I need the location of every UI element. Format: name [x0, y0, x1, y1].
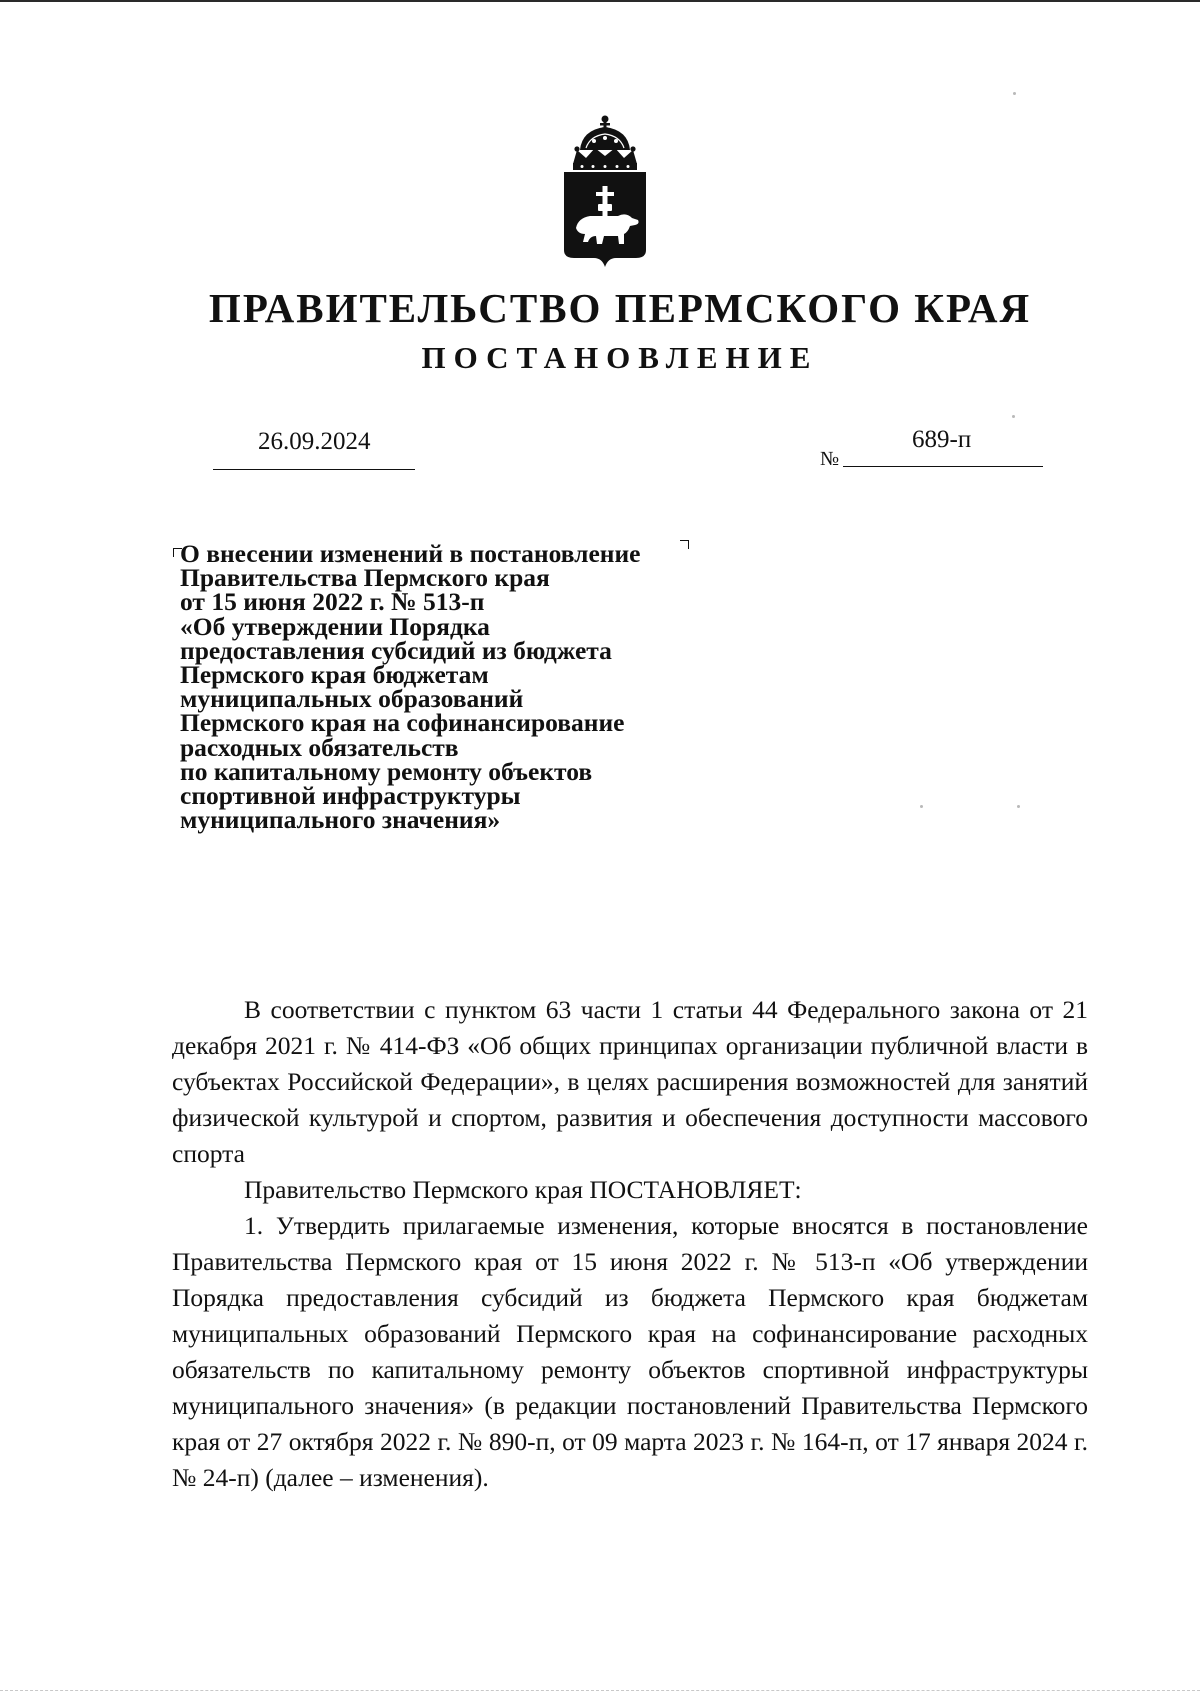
- subject-line: по капитальному ремонту объектов: [180, 756, 593, 786]
- body-paragraph-item-1: 1. Утвердить прилагаемые изменения, которые вносятся в постановление Правительства Пермского края от 15 июня 2022 г. № 513-п «Об утверждении Порядка предоставления субсидий из бюджета Пермского края бюджетам муниципальных образований Пермского края на софинансирование расходных обязательств по капитальному ремонту объектов спортивной инфраструктуры муниципального значения» (в редакции постановлений Правительства Пермского края от 27 октября 2022 г. № 890-п, от 09 марта 2023 г. № 164-п, от 17 января 2024 г. № 24-п) (далее – изменения).: [172, 1211, 1088, 1492]
- body-paragraph-resolves: Правительство Пермского края ПОСТАНОВЛЯЕТ:: [244, 1175, 802, 1204]
- organization-title: ПРАВИТЕЛЬСТВО ПЕРМСКОГО КРАЯ: [208, 285, 1032, 331]
- date-underline: [213, 469, 415, 470]
- document-body: [172, 992, 1088, 1496]
- scan-speck: [920, 805, 923, 808]
- subject-line: спортивной инфраструктуры: [180, 781, 521, 811]
- subject-line: предоставления субсидий из бюджета: [180, 635, 612, 665]
- subject-line: «Об утверждении Порядка: [180, 611, 490, 641]
- body-paragraph-preamble: В соответствии с пунктом 63 части 1 статьи 44 Федерального закона от 21 декабря 2021 г. № 414-ФЗ «Об общих принципах организации публичной власти в субъектах Российской Федерации», в целях расширения возможностей для занятий физической культурой и спортом, развития и обеспечения доступности массового спорта: [172, 995, 1088, 1168]
- scan-speck: [1012, 415, 1015, 418]
- scan-speck: [1017, 805, 1020, 808]
- perm-krai-coat-of-arms-icon: [560, 112, 650, 270]
- document-type: ПОСТАНОВЛЕНИЕ: [421, 340, 819, 375]
- subject-line: муниципальных образований: [180, 684, 524, 714]
- scan-speck: [1013, 92, 1016, 95]
- scan-edge-bottom: [0, 1690, 1200, 1692]
- subject-line: расходных обязательств: [180, 732, 459, 762]
- scan-edge-top: [0, 0, 1200, 2]
- document-date: 26.09.2024: [258, 428, 371, 455]
- subject-line: Правительства Пермского края: [180, 563, 550, 593]
- number-underline: [843, 466, 1043, 467]
- document-number: 689-п: [912, 426, 972, 453]
- number-sign: №: [820, 448, 840, 470]
- subject-line: О внесении изменений в постановление: [180, 539, 641, 568]
- subject-line: Пермского края на софинансирование: [180, 708, 625, 738]
- subject-line: от 15 июня 2022 г. № 513-п: [180, 587, 485, 617]
- subject-heading: [180, 539, 740, 835]
- subject-line: Пермского края бюджетам: [180, 660, 489, 690]
- subject-line: муниципального значения»: [180, 805, 501, 835]
